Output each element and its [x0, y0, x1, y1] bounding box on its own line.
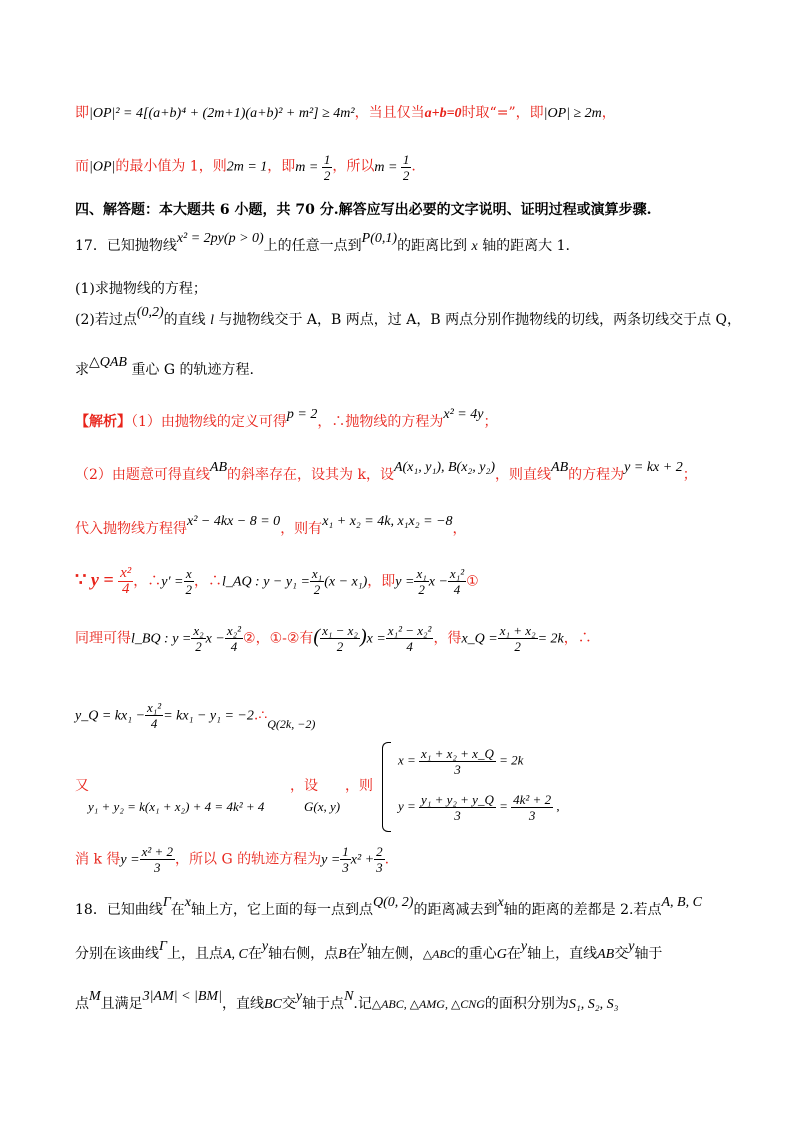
text-segment: 18．已知曲线: [75, 902, 163, 918]
fraction-x1sq-over-4: $\frac{\text{x₁²}}{4}$: [147, 700, 162, 731]
text-segment: 在: [506, 946, 521, 962]
math-points-abc: A, B, C: [661, 895, 702, 910]
math-inequality: 3|AM| < |BM|: [142, 989, 222, 1004]
fraction-x-over-2: $\frac{x}{2}$: [185, 566, 192, 597]
text-segment: 而: [75, 158, 89, 175]
question-18-line-1: [75, 895, 702, 921]
math-quadratic: x² − 4kx − 8 = 0: [187, 514, 281, 529]
question-17-part-2: [75, 305, 741, 331]
math-parabola-general: x² = 2py(p > 0): [176, 231, 264, 246]
fraction-half: $\frac{1}{2}$: [402, 152, 410, 183]
text-segment: ，则直线: [495, 467, 552, 483]
math-points-ab: A(x₁, y₁), B(x₂, y₂): [393, 460, 496, 475]
solution-substitution: [75, 514, 467, 540]
math-yprime: y′ =: [161, 574, 184, 590]
math-var-x: x: [497, 895, 504, 910]
question-18-line-3: [75, 989, 619, 1015]
math-y-eq: y =: [90, 569, 114, 590]
math-system-y: [398, 792, 560, 823]
text-segment: 轴于点: [302, 996, 345, 1012]
text-segment: 同理可得: [75, 630, 131, 647]
text-segment: 轴上方，它上面的每一点到点: [191, 902, 374, 918]
text-segment: .: [411, 158, 416, 175]
text-segment: （2）由题意可得直线: [75, 467, 210, 483]
text-segment: 交: [281, 996, 296, 1012]
text-segment: ；: [483, 414, 498, 430]
text-segment: .: [384, 851, 390, 868]
text-segment: 的距离比到: [397, 238, 468, 254]
section-heading-four: 四、解答题：本大题共 6 小题，共 70 分.解答应写出必要的文字说明、证明过程或演算步骤.: [75, 202, 652, 218]
text-segment: 轴右侧，点: [268, 946, 339, 962]
math-point-g: G(x, y): [304, 799, 341, 814]
math-y-eq: y =: [120, 852, 140, 868]
math-y1-plus-y2: y₁ + y₂ = k(x₁ + x₂) + 4 = 4k² + 4: [88, 799, 265, 814]
question-17-stem: [75, 231, 570, 257]
math-point-b: B: [338, 947, 347, 962]
math-point-q: Q(2k, −2): [267, 716, 316, 731]
fraction-diff-over-2: $\frac{\text{x₁ − x₂}}{2}$: [322, 623, 358, 654]
math-system-x: [398, 746, 523, 777]
solution-line-min-value: 而|OP|的最小值为 1，则2m = 1，即m = $\frac{1}{2}$ ，所以m = $\frac{1}{2}$ .: [75, 152, 416, 183]
text-segment: 又: [75, 778, 89, 794]
text-segment: ，∴抛物线的方程为: [317, 414, 444, 430]
fraction-x2-over-4: $\frac{\text{x²}}{4}$: [120, 565, 132, 597]
math-var-l: l: [210, 313, 215, 328]
text-segment: ；: [682, 467, 697, 483]
math-condition: a+b=0: [424, 106, 462, 121]
math-y-eq: y =: [398, 798, 416, 814]
text-segment: 轴于: [634, 946, 663, 962]
math-eq-2k: = 2k: [499, 752, 524, 768]
text-segment: A，B 两点，过 A，B 两点分别作抛物线的切线，两条切线交于点 Q，: [306, 312, 741, 328]
math-point-p: P(0,1): [361, 231, 398, 246]
text-segment: ，∴: [194, 573, 222, 590]
text-segment: .∴: [253, 707, 268, 724]
solution-yq: [75, 700, 315, 731]
question-17-part-1: (1)求抛物线的方程；: [75, 281, 207, 297]
math-p-eq-2: p = 2: [286, 407, 318, 422]
math-line-ab: AB: [209, 460, 228, 475]
text-segment: 分别在该曲线: [75, 946, 159, 962]
math-vieta: x₁ + x₂ = 4k, x₁x₂ = −8: [322, 514, 453, 529]
text-segment: 的最小值为 1，则: [115, 158, 227, 175]
solution-part-2-setup: [75, 460, 697, 486]
fraction-x1sq-over-4: $\frac{\text{x₁²}}{4}$: [449, 566, 465, 597]
solution-part-1: [75, 407, 498, 433]
math-yq: y_Q = kx₁ −: [75, 708, 146, 724]
fraction-x1-over-2: $\frac{\text{x₁}}{2}$: [311, 566, 323, 597]
text-segment: 17．已知抛物线: [75, 238, 177, 254]
text-segment: 时取“=”，即: [461, 105, 544, 121]
solution-tag: 【解析】: [75, 414, 131, 430]
math-curve-gamma: Γ: [162, 895, 171, 910]
text-segment: 的面积分别为: [484, 996, 569, 1012]
math-op-bound: |OP| ≥ 2m: [543, 106, 602, 121]
fraction-two-thirds: $\frac{2}{3}$: [376, 844, 383, 875]
solution-locus: [75, 844, 389, 875]
math-var-y: y: [360, 939, 367, 954]
text-segment: 的方程为: [568, 467, 625, 483]
fraction-sqdiff-over-4: $\frac{\text{x₁² − x₂²}}{4}$: [387, 623, 432, 654]
text-segment: ，则有: [280, 521, 323, 537]
text-segment: 交: [614, 946, 629, 962]
math-var-y: y: [261, 939, 269, 954]
solution-centroid-intro: [75, 776, 89, 796]
text-segment: ，设: [290, 778, 318, 794]
fraction-sum-over-2: $\frac{\text{x₁ + x₂}}{2}$: [499, 623, 536, 654]
math-line-eq: y = kx + 2: [624, 460, 683, 475]
math-op-squared: |OP|² = 4[(a+b)⁴ + (2m+1)(a+b)² + m²] ≥ 4m²: [89, 106, 355, 121]
because-symbol: ∵: [75, 569, 87, 591]
math-y-eq: y =: [321, 852, 341, 868]
text-segment: ,: [556, 798, 560, 814]
fraction-x2sq-over-4: $\frac{\text{x₂²}}{4}$: [226, 623, 242, 654]
fraction-half: $\frac{1}{2}$: [323, 152, 331, 183]
math-2m-eq-1: 2m = 1: [226, 159, 268, 175]
text-segment: 轴上，直线: [527, 946, 598, 962]
text-segment: ，得: [433, 630, 462, 647]
text-segment: 在: [247, 946, 262, 962]
math-var-y: y: [295, 989, 303, 1004]
math-curve-gamma: Γ: [159, 939, 167, 954]
text-segment: 的斜率存在，设其为 k，设: [227, 467, 394, 483]
math-triangles: △ABC, △AMG, △CNG: [371, 997, 485, 1011]
text-segment: ，直线: [221, 996, 264, 1012]
fraction-x2-over-2: $\frac{\text{x₂}}{2}$: [193, 623, 204, 654]
math-line-ab: AB: [551, 460, 569, 475]
math-yq-result: = kx₁ − y₁ = −2: [163, 708, 254, 724]
text-segment: 上，且点: [166, 946, 223, 962]
text-segment: 的距离减去到: [413, 902, 498, 918]
math-var-y: y: [628, 939, 635, 954]
text-segment: 轴的距离大 1.: [482, 238, 570, 254]
math-areas: S₁, S₂, S₃: [568, 997, 619, 1012]
text-segment: ，则: [345, 778, 373, 794]
text-segment: ②，①-②有: [243, 630, 314, 647]
system-brace: [382, 742, 391, 832]
math-points-ac: A, C: [222, 947, 248, 962]
fraction-gy2: $\frac{\text{4k² + 2}}{3}$: [513, 792, 552, 823]
text-segment: 轴的距离的差都是 2.若点: [503, 902, 662, 918]
fraction-third: $\frac{1}{3}$: [342, 844, 349, 875]
math-var-x: x: [184, 895, 192, 910]
text-segment: 求: [75, 362, 89, 378]
solution-tangent-bq: 同理可得l_BQ : y = $\frac{\text{x₂}}{2}$ x − $\frac{\text{x₂²}}{4}$ ②，①-②有( $\frac{\text{x₁ − x₂}}{2}$ )x = $\frac{\text{x₁² − x₂²}}{4}$ ，得x_Q = $\frac{\text{x₁ + x₂}}{2}$ = 2k，∴: [75, 623, 592, 654]
text-segment: ，∴: [133, 573, 162, 590]
math-eq-2k: = 2k: [537, 631, 564, 647]
text-segment: (2)若过点: [75, 312, 137, 328]
text-segment: 点: [75, 996, 89, 1012]
text-segment: ，: [452, 521, 467, 537]
question-17-part-2-cont: [75, 355, 254, 381]
text-segment: ，即: [367, 573, 396, 590]
text-segment: ，所以: [332, 158, 375, 175]
math-op-abs: |OP|: [89, 159, 116, 175]
math-x-minus: x −: [428, 574, 448, 590]
text-segment: 消 k 得: [75, 851, 121, 868]
math-line-ab: AB: [597, 947, 615, 962]
question-18-line-2: [75, 939, 663, 965]
math-y-eq: y =: [395, 574, 415, 590]
math-x-eq: x =: [398, 752, 416, 768]
math-triangle-abc: △ABC: [422, 947, 455, 961]
solution-line-op-inequality: [75, 103, 616, 124]
math-point-m: M: [89, 989, 101, 1004]
math-point-n: N: [344, 989, 354, 1004]
text-segment: 在: [346, 946, 361, 962]
text-segment: ，∴: [563, 630, 592, 647]
text-segment: 代入抛物线方程得: [75, 521, 187, 537]
math-x2-plus: x² +: [350, 852, 375, 868]
math-xq: x_Q =: [461, 631, 498, 647]
text-segment: 上的任意一点到: [263, 238, 362, 254]
solution-tangent-aq: [75, 566, 479, 597]
math-tangent-bq: l_BQ : y =: [131, 631, 192, 647]
math-x-minus: x −: [205, 631, 225, 647]
math-line-bc: BC: [263, 997, 282, 1012]
math-parabola-x2-4y: x² = 4y: [443, 407, 484, 422]
math-point-g: G: [496, 947, 507, 962]
text-segment: ，当且仅当: [354, 105, 425, 121]
equation-marker-1: ①: [466, 573, 479, 590]
text-segment: 在: [170, 902, 185, 918]
math-point-q: Q(0, 2): [373, 895, 414, 910]
text-segment: 即: [75, 105, 89, 121]
text-segment: 重心 G 的轨迹方程.: [131, 362, 254, 378]
math-tangent-aq: l_AQ : y − y₁ =: [222, 574, 310, 590]
text-segment: ，: [601, 105, 616, 121]
math-x-minus-x1: (x − x₁): [324, 574, 368, 590]
math-var-x: x: [471, 239, 478, 254]
math-triangle-qab: △QAB: [89, 355, 127, 370]
text-segment: 轴左侧，: [366, 946, 423, 962]
text-segment: .记: [353, 996, 372, 1012]
fraction-x1-over-2: $\frac{\text{x₁}}{2}$: [416, 566, 427, 597]
text-segment: ，即: [267, 158, 296, 175]
math-eq: =: [499, 798, 508, 814]
text-segment: 的直线: [163, 312, 206, 328]
text-segment: 且满足: [100, 996, 143, 1012]
math-x-eq: x =: [366, 631, 386, 647]
fraction-gy: $\frac{\text{y₁ + y₂ + y\_Q}}{3}$: [421, 792, 494, 823]
text-segment: ，所以 G 的轨迹方程为: [175, 851, 322, 868]
text-segment: 与抛物线交于: [218, 312, 303, 328]
fraction-locus: $\frac{\text{x² + 2}}{3}$: [141, 844, 174, 875]
text-segment: 的重心: [454, 946, 497, 962]
fraction-gx: $\frac{\text{x₁ + x₂ + x\_Q}}{3}$: [421, 746, 494, 777]
text-segment: （1）由抛物线的定义可得: [131, 414, 287, 430]
math-point-02: (0,2): [136, 305, 164, 320]
math-var-y: y: [520, 939, 528, 954]
